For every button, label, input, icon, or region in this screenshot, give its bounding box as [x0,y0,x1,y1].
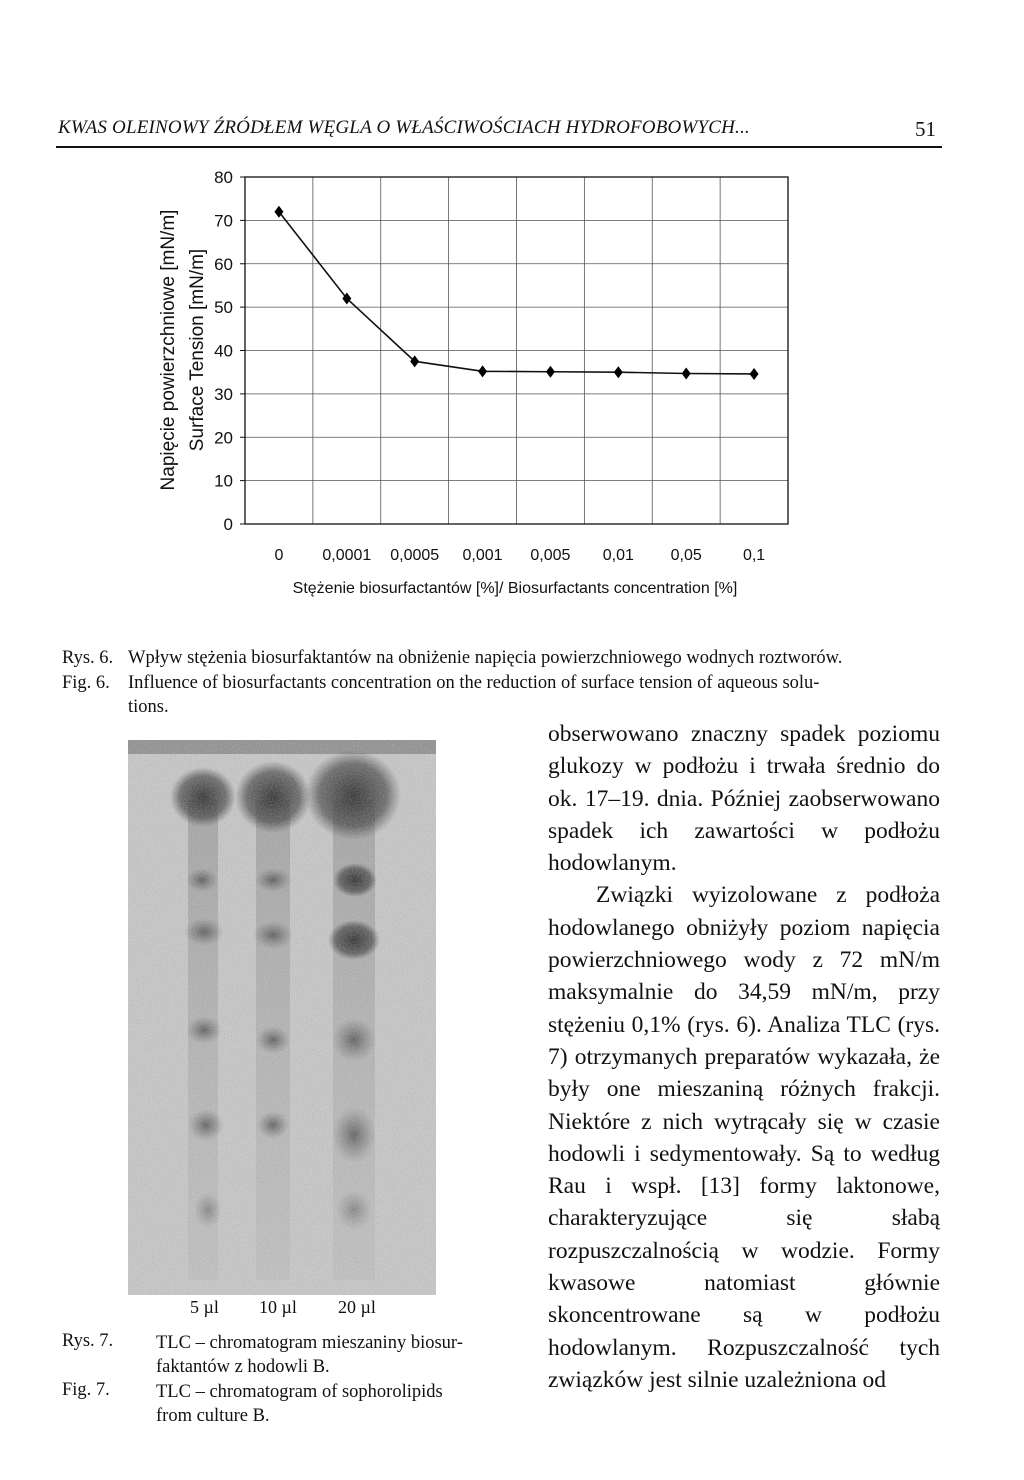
lane-label-5ul: 5 µl [190,1297,219,1317]
page-number: 51 [915,117,936,141]
caption-label: Rys. 6. [62,648,114,668]
x-tick-labels [274,547,765,564]
caption-text: Influence of biosurfactants concentration on the reduction of surface tension of aqueous solu- [128,673,820,693]
figure7-caption-en-line1: TLC – chromatogram of sophorolipids [156,1382,443,1402]
x-tick-label: 0,005 [530,547,571,564]
caption-text-continued: tions. [128,697,169,717]
x-tick-label: 0,001 [462,547,503,564]
chart-grid [245,177,788,524]
y-tick-label: 50 [214,298,233,318]
lane-label-20ul: 20 µl [338,1297,376,1317]
y-axis-label-en: Surface Tension [mN/m] [187,248,208,452]
figure7-caption-en-label: Fig. 7. [62,1380,110,1400]
y-tick-label: 20 [214,428,233,448]
figure6-caption-en [0,671,1024,719]
y-tick-label: 70 [214,211,233,231]
data-point-marker [682,367,691,379]
figure7-caption-pl-label: Rys. 7. [62,1331,114,1351]
running-title: KWAS OLEINOWY ŹRÓDŁEM WĘGLA O WŁAŚCIWOŚCIACH HYDROFOBOWYCH... [58,117,750,138]
y-tick-label: 40 [214,341,233,361]
data-point-marker [614,366,623,378]
data-point-marker [546,366,555,378]
y-tick-label: 0 [223,515,233,534]
x-axis-label: Stężenie biosurfactantów [%]/ Biosurfactants concentration [%] [292,580,738,597]
y-tick-label: 80 [214,168,233,187]
body-paragraph: obserwowano znaczny spadek poziomu glukozy w podłożu i trwała średnio do ok. 17–19. dnia. Później zaobserwowano spadek ich zawartości w podłożu hodowlanym. [548,721,940,877]
body-paragraph: Związki wyizolowane z podłoża hodowlanego obniżyły poziom napięcia powierzchniowego wody z 72 mN/m maksymalnie do 34,59 mN/m, przy stężeniu 0,1% (rys. 6). Analiza TLC (rys. 7) otrzymanych preparatów wykazała, że były one mieszaniną różnych frakcji. Niektóre z nich wytrącały się w czasie hodowli i sedymentowały. Są to według Rau i wspł. [13] formy laktonowe, charakteryzujące się słabą rozpuszczalnością w wodzie. Formy kwasowe natomiast głównie skoncentrowane są w podłożu hodowlanym. Rozpuszczalność tych związków jest silnie uzależniona od [548,882,940,1393]
tlc-chromatogram-image [128,740,436,1295]
data-point-marker [478,365,487,377]
data-point-marker [750,368,759,380]
caption-text: Wpływ stężenia biosurfaktantów na obniżenie napięcia powierzchniowego wodnych roztworów. [128,648,843,668]
y-tick-label: 60 [214,254,233,274]
figure7-caption-pl-line2: faktantów z hodowli B. [156,1357,330,1377]
surface-tension-chart [150,160,810,610]
y-tick-label: 10 [214,471,233,491]
x-tick-label: 0 [274,547,284,564]
x-tick-label: 0,0005 [390,547,440,564]
y-tick-label: 30 [214,384,233,404]
lane-label-10ul: 10 µl [259,1297,297,1317]
figure7-caption-en-line2: from culture B. [156,1406,270,1426]
body-text-column [548,718,940,1396]
figure7-caption-pl-line1: TLC – chromatogram mieszaniny biosur- [156,1333,463,1353]
y-axis-label-pl: Napięcie powierzchniowe [mN/m] [158,209,179,491]
caption-label: Fig. 6. [62,673,110,693]
x-tick-label: 0,0001 [322,547,372,564]
x-tick-label: 0,1 [742,547,766,564]
data-point-marker [410,355,419,367]
y-tick-labels [214,168,245,534]
x-tick-label: 0,05 [670,547,702,564]
x-tick-label: 0,01 [602,547,634,564]
header-rule [56,146,942,148]
figure6-caption-pl [0,646,1024,670]
